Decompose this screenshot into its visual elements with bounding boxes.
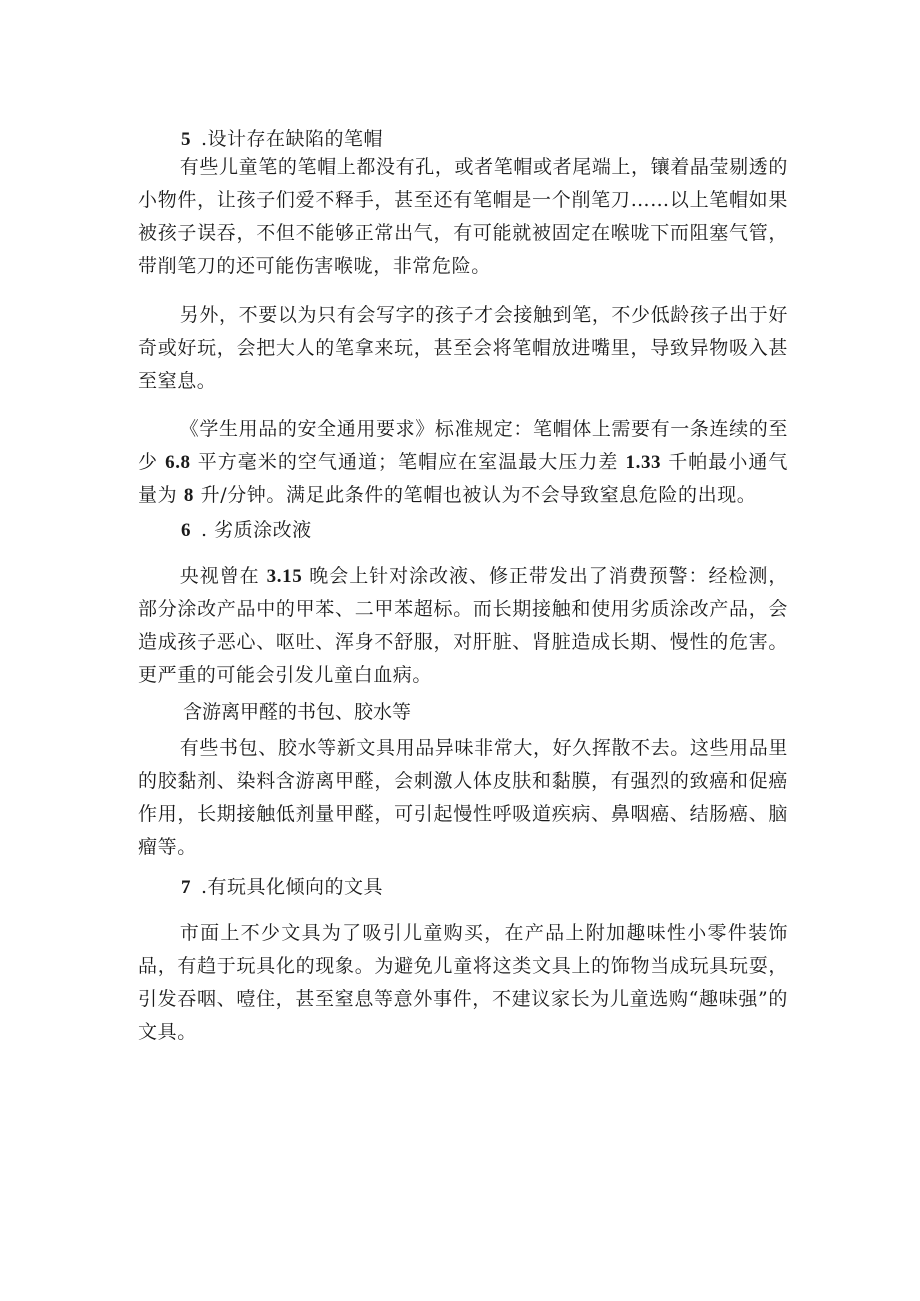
section-7-paragraph-1: 市面上不少文具为了吸引儿童购买，在产品上附加趣味性小零件装饰品，有趋于玩具化的现象。为避免儿童将这类文具上的饰物当成玩具玩耍，引发吞咽、噎住，甚至窒息等意外事件，不建议家长为儿童选购“趣味强”的文具。 [138, 922, 788, 1043]
section-6-title: . 劣质涂改液 [201, 519, 312, 541]
section-5-heading [181, 127, 383, 152]
p3-text-g: 升/分钟。满足此条件的笔帽也被认为不会导致窒息危险的出现。 [193, 484, 757, 506]
section-6-paragraph-1 [138, 560, 788, 692]
section-5-paragraph-3 [138, 413, 788, 512]
section-6-number: 6 [181, 520, 191, 541]
section-5-title: .设计存在缺陷的笔帽 [201, 128, 384, 150]
section-5-number: 5 [181, 129, 191, 150]
s6p1-text-a: 央视曾在 [179, 565, 267, 587]
section-7-title: .有玩具化倾向的文具 [201, 876, 384, 898]
s6p1-text-c: 晚会上针对涂改液、修正带发出了消费预警：经检测，部分涂改产品中的甲苯、二甲苯超标。而长期接触和使用劣质涂改产品，会造成孩子恶心、呕吐、浑身不舒服，对肝脏、肾脏造成长期、慢性的危害。更严重的可能会引发儿童白血病。 [138, 565, 788, 686]
p3-value-area: 6.8 [165, 452, 191, 473]
section-7-heading [181, 875, 383, 900]
section-5-paragraph-2: 另外，不要以为只有会写字的孩子才会接触到笔，不少低龄孩子出于好奇或好玩，会把大人的笔拿来玩，甚至会将笔帽放进嘴里，导致异物吸入甚至窒息。 [138, 304, 788, 392]
section-5-paragraph-1: 有些儿童笔的笔帽上都没有孔，或者笔帽或者尾端上，镶着晶莹剔透的小物件，让孩子们爱不释手，甚至还有笔帽是一个削笔刀……以上笔帽如果被孩子误吞，不但不能够正常出气，有可能就被固定在喉咙下而阻塞气管，带削笔刀的还可能伤害喉咙，非常危险。 [138, 156, 788, 277]
section-6-subheading: 含游离甲醛的书包、胶水等 [183, 701, 412, 723]
p3-value-flow: 8 [183, 485, 194, 506]
p3-value-pressure: 1.33 [625, 452, 662, 473]
section-6-heading [181, 518, 312, 543]
p3-text-c: 平方毫米的空气通道；笔帽应在室温最大压力差 [190, 451, 626, 473]
p3-text-e: 千帕最小通气量为 [138, 451, 788, 506]
section-7-number: 7 [181, 877, 191, 898]
s6p1-value-date: 3.15 [266, 566, 303, 587]
section-6-paragraph-2: 有些书包、胶水等新文具用品异味非常大，好久挥散不去。这些用品里的胶黏剂、染料含游离甲醛，会刺激人体皮肤和黏膜，有强烈的致癌和促癌作用，长期接触低剂量甲醛，可引起慢性呼吸道疾病、鼻咽癌、结肠癌、脑瘤等。 [138, 737, 788, 858]
p3-text-a: 《学生用品的安全通用要求》标准规定：笔帽体上需要有一条连续的至少 [138, 418, 788, 473]
